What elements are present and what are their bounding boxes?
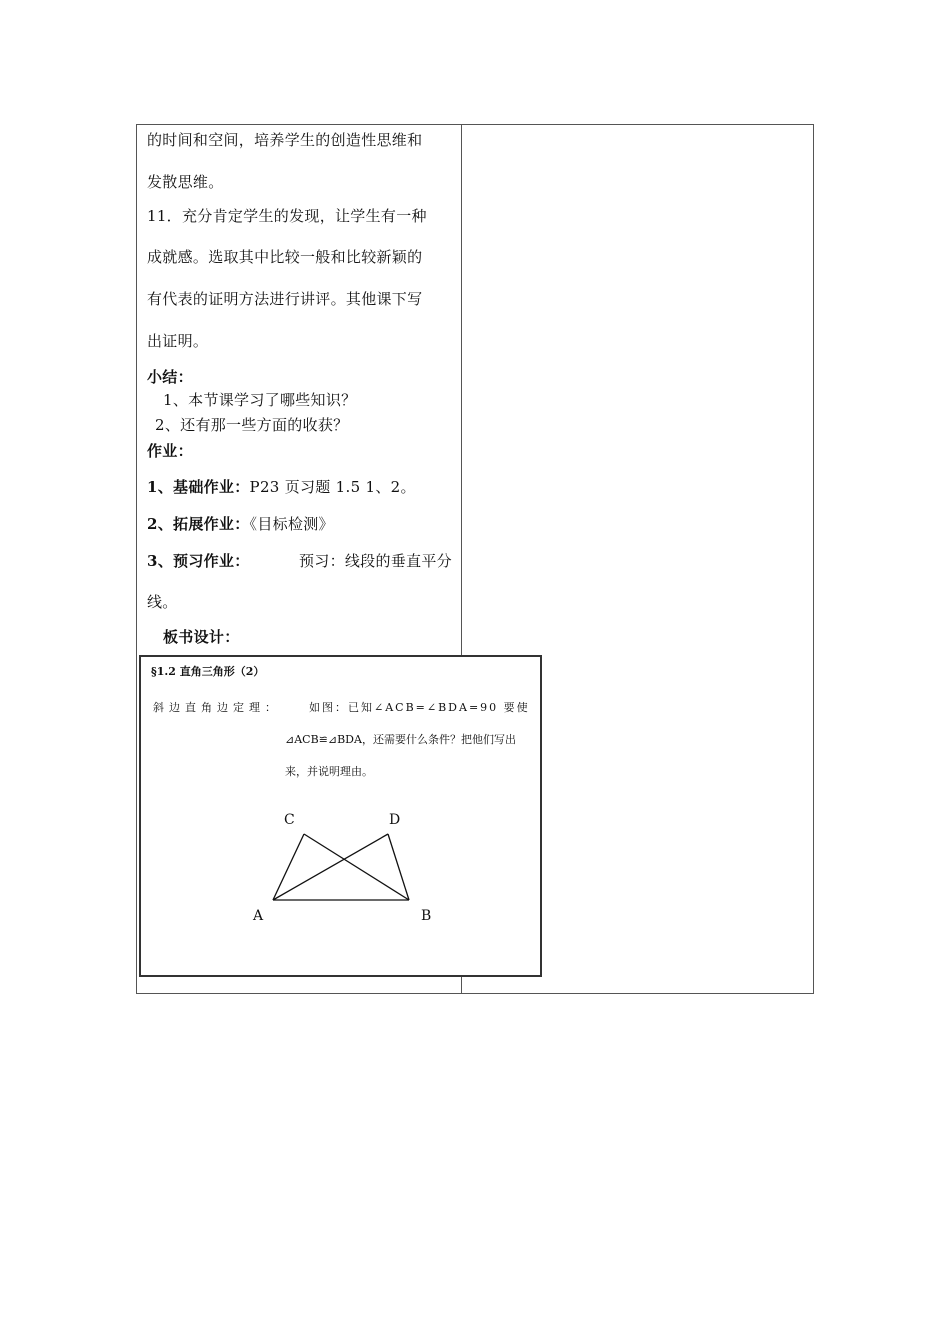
- segment-db: [388, 834, 409, 900]
- homework-text: 预习：线段的垂直平分: [298, 552, 452, 570]
- segment-ad: [273, 834, 388, 900]
- board-title: §1.2 直角三角形（2）: [151, 665, 265, 678]
- homework-text: P23 页习题 1.5 1、2。: [249, 478, 416, 496]
- segment-cb: [304, 834, 409, 900]
- text-line: 成就感。选取其中比较一般和比较新颖的: [147, 248, 423, 266]
- point-b-label: B: [421, 908, 432, 924]
- homework-label: 1、基础作业：: [147, 478, 250, 496]
- segment-ac: [273, 834, 304, 900]
- problem-text: 如图：已知∠ACB=∠BDA=90 要使: [309, 701, 530, 714]
- problem-text: ⊿ACB≌⊿BDA，还需要什么条件？把他们写出: [285, 733, 516, 746]
- text-line: 11．充分肯定学生的发现，让学生有一种: [147, 207, 427, 225]
- triangle-figure: [141, 657, 540, 975]
- text-line: 出证明。: [147, 332, 209, 350]
- summary-heading: 小结：: [147, 368, 193, 386]
- homework-heading: 作业：: [147, 442, 193, 460]
- homework-text: 《目标检测》: [249, 515, 334, 533]
- homework-item: [147, 513, 334, 534]
- point-a-label: A: [253, 908, 264, 924]
- homework-item: [147, 550, 452, 571]
- theorem-label: 斜边直角边定理：: [153, 701, 281, 714]
- text-line: 发散思维。: [147, 173, 224, 191]
- problem-text: 来，并说明理由。: [285, 765, 373, 778]
- text-line: 线。: [147, 593, 178, 611]
- text-line: 有代表的证明方法进行讲评。其他课下写: [147, 290, 423, 308]
- board-design-box: [139, 655, 542, 977]
- homework-label: 3、预习作业：: [147, 552, 250, 570]
- homework-label: 2、拓展作业：: [147, 515, 250, 533]
- text-line: 的时间和空间，培养学生的创造性思维和: [147, 131, 423, 149]
- point-c-label: C: [284, 812, 295, 828]
- point-d-label: D: [389, 812, 401, 828]
- summary-question: 1、本节课学习了哪些知识？: [163, 391, 357, 409]
- summary-question: 2、还有那一些方面的收获？: [155, 416, 349, 434]
- board-design-heading: 板书设计：: [163, 628, 240, 646]
- homework-item: [147, 476, 416, 497]
